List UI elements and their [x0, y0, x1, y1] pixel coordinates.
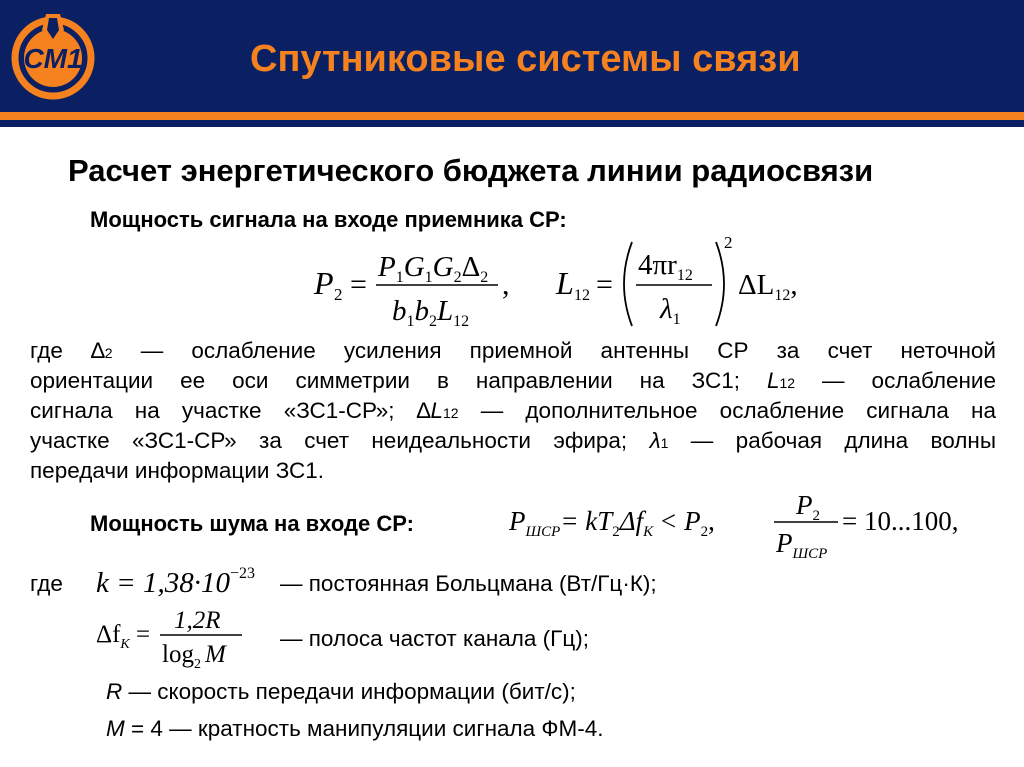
para-line-5: передачи информации ЗС1. — [30, 458, 325, 483]
svg-text:k = 1,38·10−23: $k = 1,38\cdot 10^{-23}$ — [96, 565, 255, 599]
slide-title: Спутниковые системы связи — [250, 38, 801, 80]
formula-p2-lhs-sub: 2 — [334, 285, 343, 304]
section-heading: Расчет энергетического бюджета линии радиосвязи — [68, 153, 874, 188]
svg-text:PШСР: $P_{ШСР}$ — [776, 528, 828, 562]
where-label: где — [30, 571, 63, 596]
formula-bandwidth — [92, 604, 262, 672]
svg-text:log2M: $\log_2 M$ — [162, 641, 226, 672]
svg-text:2: 2 — [724, 233, 733, 252]
svg-text:=: = — [350, 268, 367, 301]
svg-text:= 10...100,: = 10...100, — [842, 506, 959, 536]
noise-power-label: Мощность шума на входе СР: — [90, 511, 414, 536]
svg-text:b1b2L12: $b_1b_2L_{12}$ — [392, 295, 470, 330]
svg-text:L: L — [556, 265, 574, 301]
signal-power-label: Мощность сигнала на входе приемника СР: — [90, 207, 567, 232]
svg-text:ΔfK =: $\Delta f_K$ = — [96, 621, 151, 652]
header-accent-stripe — [0, 112, 1024, 120]
formula-snr-range — [772, 482, 982, 562]
formula-boltzmann — [92, 556, 272, 604]
svg-text:,: , — [502, 268, 510, 301]
svg-text:=: = — [596, 268, 613, 301]
svg-text:СМ1: СМ1 — [23, 43, 83, 74]
svg-text:P2: $P_2$ — [796, 490, 820, 524]
svg-text:P1G1G2Δ2: $P_1G_1G_2\Delta_2$ — [378, 251, 489, 286]
bandwidth-description: — полоса частот канала (Гц); — [280, 626, 589, 651]
para-line-4: участке «ЗС1-СР» за счет неидеальности эфира; λ1 — рабочая длина волны — [30, 428, 996, 453]
svg-text:1,2R: 1,2R — [174, 607, 221, 634]
svg-text:λ1: $\lambda_1$ — [660, 293, 681, 328]
svg-text:ΔL12,: $\Delta L_{12}$, — [738, 269, 798, 304]
formula-noise-power — [505, 496, 755, 546]
right-paren — [716, 242, 724, 326]
svg-text:4πr12: $4\pi r_{12}$ — [638, 249, 693, 284]
formula-p2-lhs: P — [314, 265, 334, 301]
para-line-2: ориентации ее оси симметрии в направлении на ЗС1; L12 — ослабление — [30, 368, 996, 393]
svg-text:PШСР= kT2ΔfK< P2,: $P_{ШСР}= kT_2\Delta f_K < P_2$, — [509, 506, 715, 540]
para-line-3: сигнала на участке «ЗС1-СР»; ∆L12 — дополнительное ослабление сигнала на — [30, 398, 996, 423]
para-line-1: где ∆2 — ослабление усиления приемной антенны СР за счет неточной — [30, 338, 997, 363]
formula-p2 — [300, 238, 540, 330]
rate-definition: R — скорость передачи информации (бит/с); — [106, 679, 576, 704]
sm1-logo — [8, 6, 98, 106]
svg-text:12: 12 — [574, 287, 590, 304]
boltzmann-description: — постоянная Больцмана (Вт/Гц·К); — [280, 571, 657, 596]
modulation-definition: M = 4 — кратность манипуляции сигнала ФМ-4. — [106, 716, 604, 741]
left-paren — [624, 242, 632, 326]
explanation-paragraph — [30, 336, 996, 486]
header-bottom-stripe — [0, 120, 1024, 127]
formula-l12 — [552, 232, 802, 328]
